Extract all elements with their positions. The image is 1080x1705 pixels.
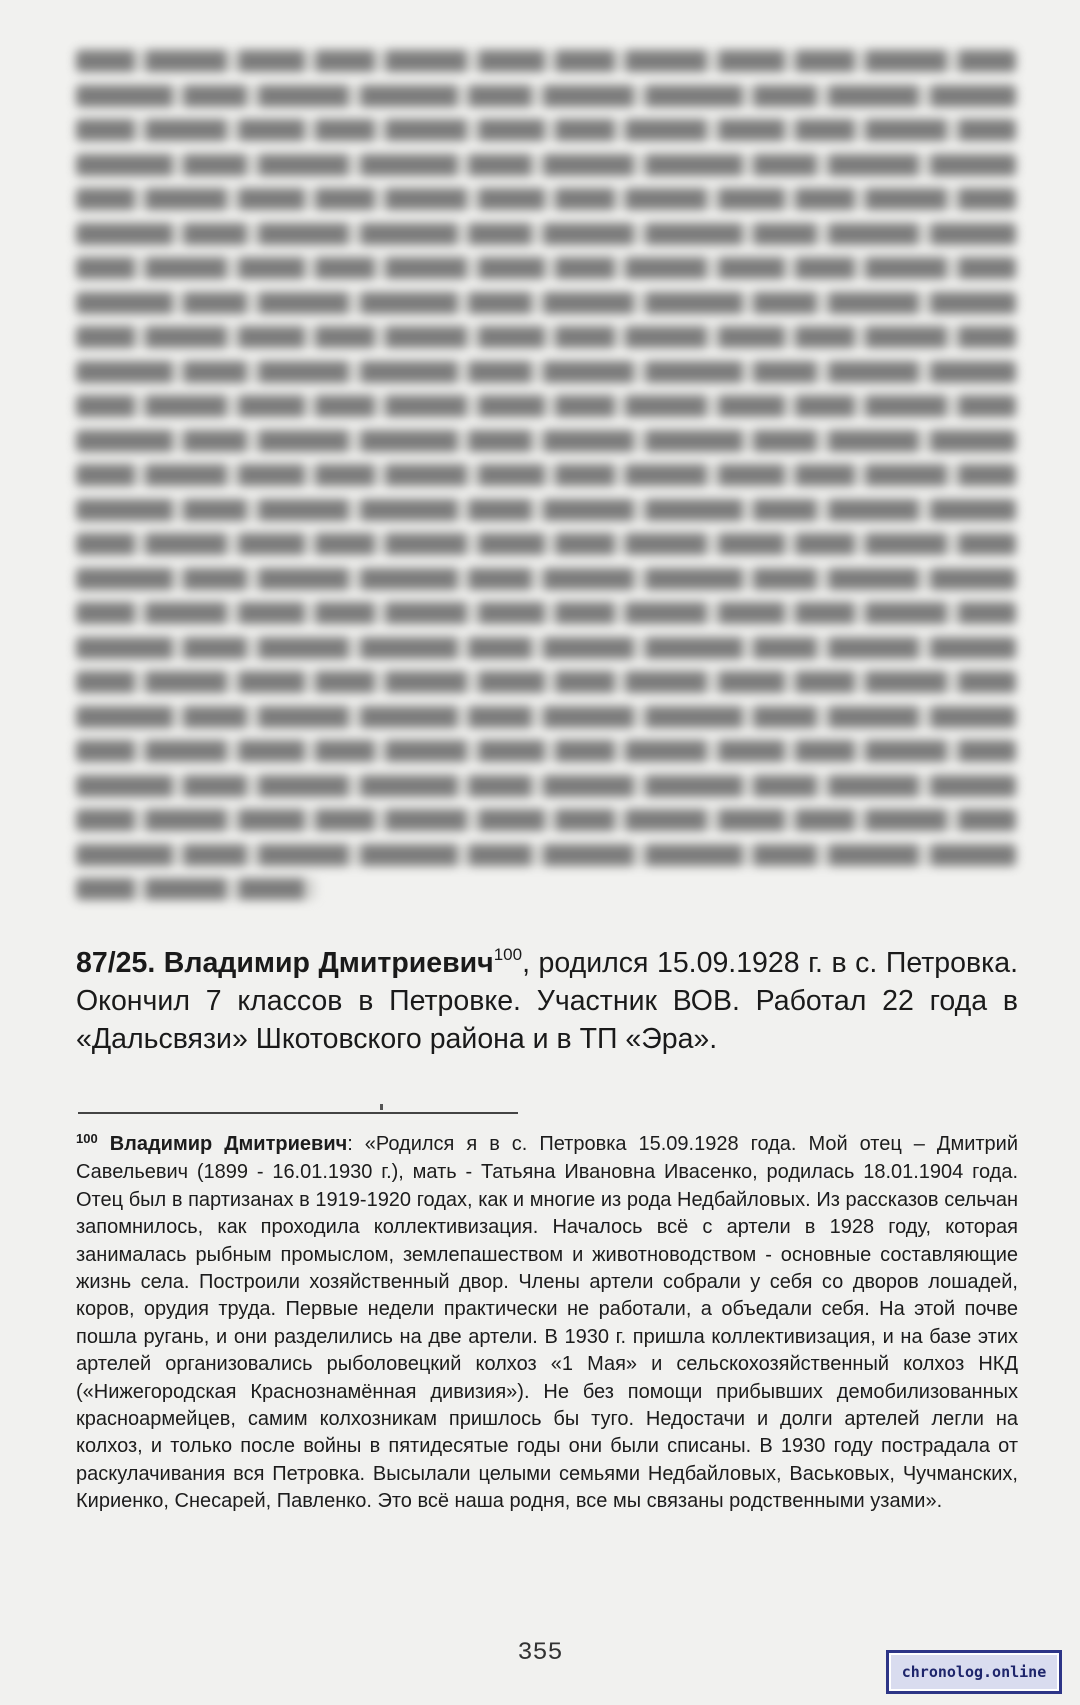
blurred-line xyxy=(76,671,1016,693)
blurred-line xyxy=(76,637,1016,659)
page-number: 355 xyxy=(517,1638,563,1667)
blurred-line xyxy=(76,706,1016,728)
entry-paragraph xyxy=(76,944,1018,1058)
blurred-line xyxy=(76,188,1016,210)
blurred-line xyxy=(76,464,1016,486)
blurred-line xyxy=(76,430,1016,452)
blurred-line xyxy=(76,223,1016,245)
watermark-text: chronolog.online xyxy=(889,1653,1059,1691)
blurred-line xyxy=(76,844,1016,866)
footnote-name: Владимир Дмитриевич xyxy=(109,1133,348,1155)
blurred-line xyxy=(76,292,1016,314)
watermark-badge xyxy=(886,1650,1062,1694)
footnote-divider xyxy=(78,1112,518,1114)
blurred-text-block xyxy=(76,50,1016,920)
blurred-line xyxy=(76,361,1016,383)
blurred-line xyxy=(76,740,1016,762)
blurred-line xyxy=(76,326,1016,348)
scan-speck xyxy=(380,1104,383,1110)
blurred-line xyxy=(76,878,316,900)
blurred-line xyxy=(76,775,1016,797)
blurred-line xyxy=(76,395,1016,417)
blurred-line xyxy=(76,533,1016,555)
blurred-line xyxy=(76,257,1016,279)
footnote-mark: 100 xyxy=(76,1131,98,1146)
entry-text: , родился 15.09.1928 г. в с. Петровка. Окончил 7 классов в Петровке. Участник ВОВ. Работал 22 года в «Дальсвязи» Шкотовского района и в ТП «Эра». xyxy=(76,947,1018,1055)
blurred-line xyxy=(76,154,1016,176)
blurred-line xyxy=(76,809,1016,831)
blurred-line xyxy=(76,568,1016,590)
footnote-reference: 100 xyxy=(493,944,523,964)
blurred-line xyxy=(76,85,1016,107)
blurred-line xyxy=(76,119,1016,141)
blurred-line xyxy=(76,499,1016,521)
footnote-text: : «Родился я в с. Петровка 15.09.1928 года. Мой отец – Дмитрий Савельевич (1899 - 16.01.1930 г.), мать - Татьяна Ивановна Ивасенко, родилась 18.01.1904 года. Отец был в партизанах в 1919-1920 годах, как и многие из рода Недбайловых. Из рассказов сельчан запомнилось, как проходила коллективизация. Началось всё с артели в 1928 году, которая занималась рыбным промыслом, землепашеством и животноводством - основные составляющие жизнь села. Построили хозяйственный двор. Члены артели собрали у себя со дворов лошадей, коров, орудия труда. Первые недели практически не работали, а объедали себя. На этой почве пошла ругань, и они разделились на две артели. В 1930 г. пришла коллективизация, и на базе этих артелей организовались рыболовецкий колхоз «1 Мая» и сельскохозяйственный колхоз НКД («Нижегородская Краснознамённая дивизия»). Не без помощи прибывших демобилизованных красноармейцев, самим колхозникам пришлось бы туго. Недостачи и долги артелей легли на колхоз, и только после войны в пятидесятые годы они были списаны. В 1930 году пострадала от раскулачивания вся Петровка. Высылали целыми семьями Недбайловых, Васьковых, Чучманских, Кириенко, Снесарей, Павленко. Это всё наша родня, все мы связаны родственными узами». xyxy=(76,1133,1019,1513)
blurred-line xyxy=(76,602,1016,624)
entry-heading: 87/25. Владимир Дмитриевич xyxy=(76,947,494,979)
blurred-line xyxy=(76,50,1016,72)
footnote xyxy=(76,1131,1018,1516)
